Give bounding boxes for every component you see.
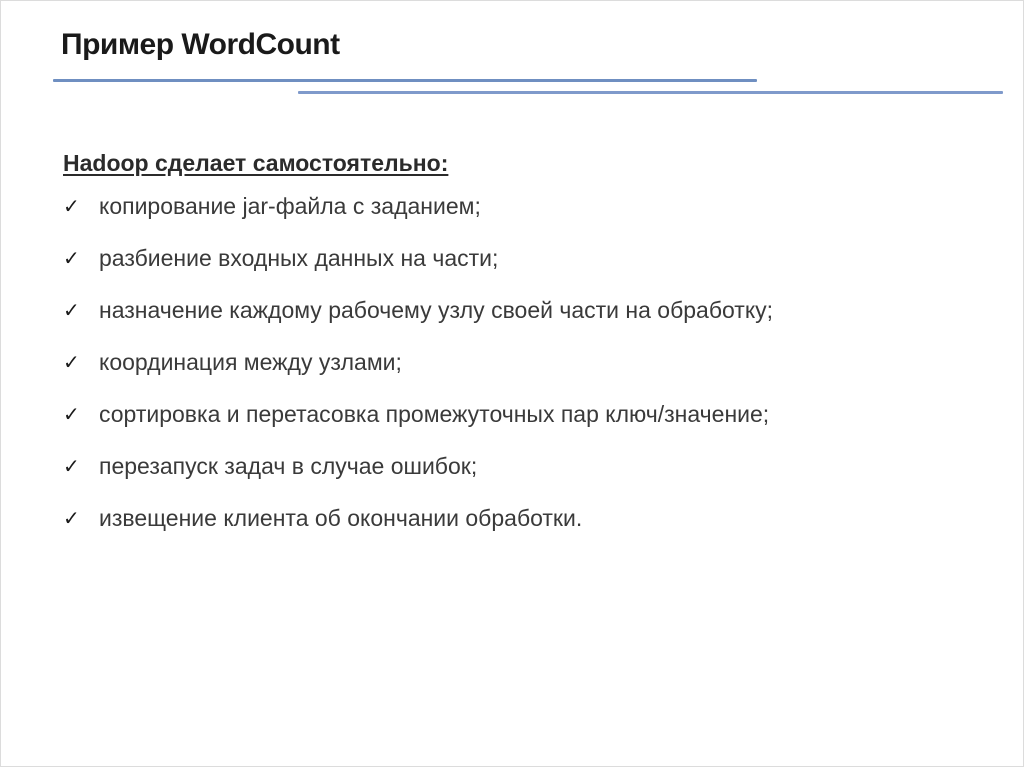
check-icon: ✓ [63, 506, 80, 530]
content-heading: Hadoop сделает самостоятельно: [63, 150, 449, 176]
list-item [63, 191, 943, 222]
list-item [63, 399, 943, 430]
list-item [63, 295, 943, 326]
check-icon: ✓ [63, 246, 80, 270]
check-icon: ✓ [63, 350, 80, 374]
check-icon: ✓ [63, 194, 80, 218]
bullet-text: перезапуск задач в случае ошибок; [99, 453, 478, 479]
check-icon: ✓ [63, 402, 80, 426]
title-rule-upper [53, 79, 757, 82]
list-item [63, 503, 943, 534]
slide-title: Пример WordCount [61, 28, 340, 61]
title-rule-lower [298, 91, 1003, 94]
bullet-text: копирование jar-файла с заданием; [99, 193, 481, 219]
list-item [63, 451, 943, 482]
bullet-text: координация между узлами; [99, 349, 402, 375]
bullet-text: сортировка и перетасовка промежуточных пар ключ/значение; [99, 401, 770, 427]
bullet-text: извещение клиента об окончании обработки. [99, 505, 583, 531]
list-item [63, 243, 943, 274]
slide-content [63, 147, 943, 555]
check-icon: ✓ [63, 298, 80, 322]
check-icon: ✓ [63, 454, 80, 478]
bullet-list [63, 191, 943, 534]
bullet-text: назначение каждому рабочему узлу своей части на обработку; [99, 297, 774, 323]
list-item [63, 347, 943, 378]
bullet-text: разбиение входных данных на части; [99, 245, 499, 271]
